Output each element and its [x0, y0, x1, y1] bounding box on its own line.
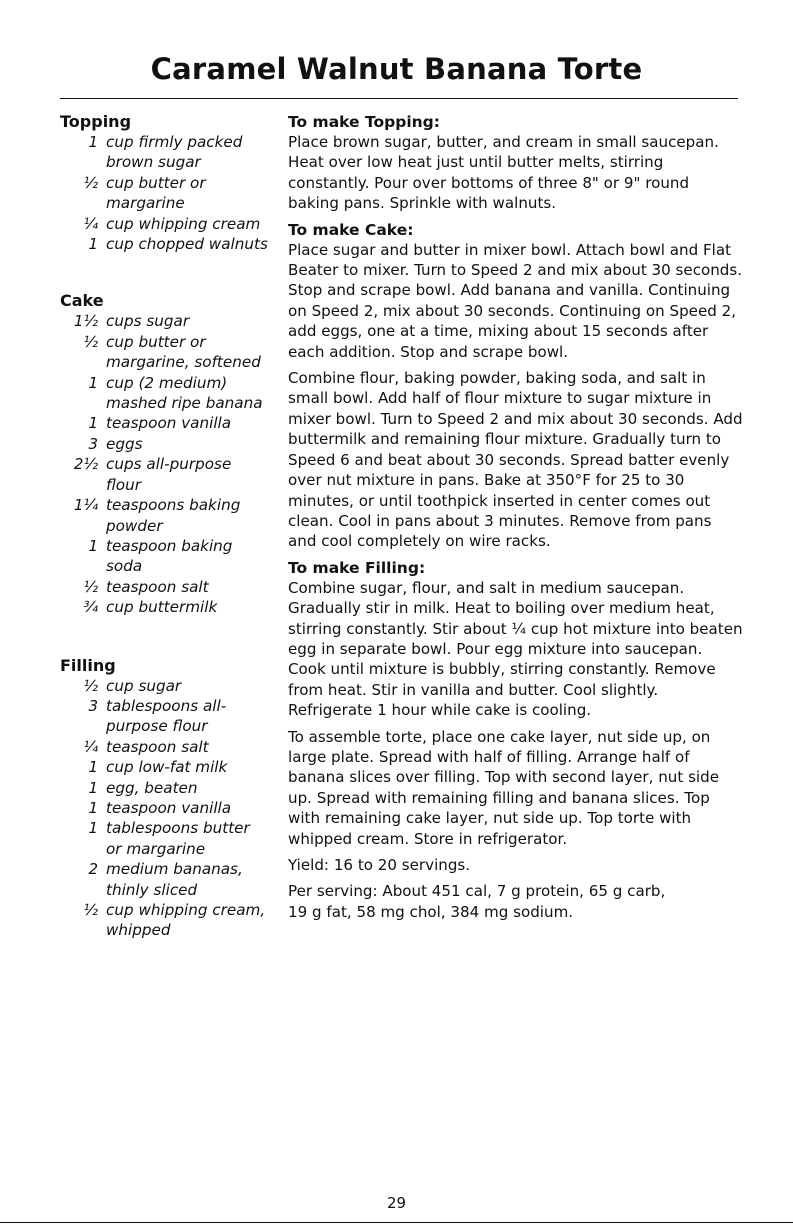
ingredient-item [60, 696, 270, 737]
ingredient-text: medium bananas, thinly sliced [106, 860, 243, 899]
ingredient-qty: 1 [88, 819, 98, 838]
topping-instructions: Place brown sugar, butter, and cream in small saucepan. Heat over low heat just until butter melts, stirring constantly. Pour over bottoms of three 8" or 9" round baking pans. Sprinkle with walnuts. [288, 133, 719, 213]
ingredient-item [60, 757, 270, 777]
ingredient-item [60, 214, 270, 234]
topping-ingredient-list [60, 132, 270, 254]
ingredient-qty: ¼ [83, 214, 98, 233]
ingredient-qty: ¼ [83, 737, 98, 756]
ingredient-text: cup sugar [106, 676, 182, 695]
ingredient-item [60, 676, 270, 696]
topping-step-heading: To make Topping: [288, 113, 440, 131]
section-spacer [60, 618, 270, 656]
ingredient-text: teaspoon vanilla [106, 414, 232, 433]
ingredient-item [60, 413, 270, 433]
cake-instructions-1: Place sugar and butter in mixer bowl. Attach bowl and Flat Beater to mixer. Turn to Speed 2 and mix about 30 seconds. Stop and scrape bowl. Add banana and vanilla. Continuing on Speed 2, mix about 30 seconds. Continuing on Speed 2, add eggs, one at a time, mixing about 15 seconds after each addition. Stop and scrape bowl. [288, 240, 743, 361]
ingredient-qty: 1 [88, 133, 98, 151]
ingredient-item [60, 454, 270, 495]
filling-instructions: Combine sugar, flour, and salt in medium saucepan. Gradually stir in milk. Heat to boiling over medium heat, stirring constantly. Stir about ¼ cup hot mixture into beaten egg in separate bowl. Pour egg mixture into saucepan. Cook until mixture is bubbly, stirring constantly. Remove from heat. Stir in vanilla and butter. Cool slightly. Refrigerate 1 hour while cake is cooling. [288, 578, 743, 720]
ingredient-text: teaspoons baking powder [106, 496, 241, 535]
ingredient-item [60, 900, 270, 941]
ingredient-item [60, 311, 270, 331]
ingredient-qty: 1 [88, 758, 98, 777]
filling-heading: Filling [60, 655, 116, 675]
ingredients-column [60, 112, 270, 941]
ingredient-text: cup whipping cream, whipped [106, 901, 266, 940]
ingredient-qty: 1 [88, 798, 98, 817]
yield-text: Yield: 16 to 20 servings. [288, 856, 471, 874]
ingredient-qty: 1 [88, 778, 98, 797]
cake-instructions-2: Combine flour, baking powder, baking soda, and salt in small bowl. Add half of flour mixture to sugar mixture in mixer bowl. Turn to Speed 2 and mix about 30 seconds. Add buttermilk and remaining flour mixture. Gradually turn to Speed 6 and beat about 30 seconds. Spread batter evenly over nut mixture in pans. Bake at 350°F for 25 to 30 minutes, or until toothpick inserted in center comes out clean. Cool in pans about 3 minutes. Remove from pans and cool completely on wire racks. [288, 369, 743, 551]
ingredient-text: cups all-purpose flour [106, 455, 232, 494]
ingredient-qty: ½ [83, 676, 98, 695]
ingredient-item [60, 132, 270, 173]
cake-heading: Cake [60, 291, 104, 311]
ingredient-item [60, 536, 270, 577]
ingredient-item [60, 737, 270, 757]
ingredient-text: cup butter or margarine [106, 173, 206, 213]
ingredient-text: cup firmly packed brown sugar [106, 133, 243, 172]
ingredient-text: teaspoon salt [106, 737, 209, 756]
ingredient-text: tablespoons butter or margarine [106, 819, 250, 858]
page-number: 29 [386, 1194, 407, 1212]
recipe-title: Caramel Walnut Banana Torte [150, 52, 643, 86]
ingredient-qty: ½ [83, 577, 98, 596]
ingredient-qty: ¾ [83, 598, 98, 617]
ingredient-text: eggs [106, 434, 143, 453]
nutrition-line-1: Per serving: About 451 cal, 7 g protein, 65 g carb, [288, 882, 666, 901]
ingredient-qty: 3 [88, 434, 98, 453]
ingredient-text: cups sugar [106, 312, 190, 331]
ingredient-qty: 1 [88, 235, 98, 254]
ingredient-item [60, 373, 270, 414]
ingredient-qty: 1¼ [73, 496, 98, 515]
ingredient-item [60, 798, 270, 818]
ingredient-text: tablespoons all-purpose flour [106, 696, 227, 736]
cake-ingredient-list [60, 311, 270, 617]
topping-heading: Topping [60, 112, 132, 131]
ingredient-qty: 1 [88, 414, 98, 433]
ingredient-item [60, 434, 270, 454]
ingredient-text: egg, beaten [106, 778, 198, 797]
ingredient-qty: 1½ [73, 312, 98, 331]
nutrition-line-2: 19 g fat, 58 mg chol, 384 mg sodium. [288, 902, 574, 921]
ingredient-text: cup buttermilk [106, 598, 218, 617]
ingredient-qty: 1 [88, 536, 98, 555]
filling-step-heading: To make Filling: [288, 558, 426, 577]
ingredient-item [60, 859, 270, 900]
title-divider [60, 98, 738, 99]
ingredient-item [60, 778, 270, 798]
ingredient-text: cup chopped walnuts [106, 235, 268, 254]
section-spacer [60, 254, 270, 291]
ingredient-text: cup low-fat milk [106, 758, 228, 777]
instructions-column [288, 112, 743, 925]
ingredient-qty: ½ [83, 173, 98, 192]
ingredient-item [60, 173, 270, 214]
ingredient-item [60, 597, 270, 617]
ingredient-text: teaspoon salt [106, 577, 209, 596]
ingredient-item [60, 818, 270, 859]
filling-ingredient-list [60, 676, 270, 941]
assembly-instructions: To assemble torte, place one cake layer, nut side up, on large plate. Spread with half of filling. Arrange half of banana slices over filling. Top with second layer, nut side up. Spread with remaining filling and banana slices. Top with remaining cake layer, nut side up. Top torte with whipped cream. Store in refrigerator. [288, 727, 719, 848]
nutrition-info [288, 881, 743, 922]
ingredient-qty: ½ [83, 332, 98, 351]
ingredient-item [60, 495, 270, 536]
ingredient-item [60, 577, 270, 597]
ingredient-text: cup (2 medium) mashed ripe banana [106, 373, 263, 413]
ingredient-item [60, 234, 270, 254]
ingredient-qty: 1 [88, 373, 98, 392]
ingredient-qty: 2½ [73, 455, 98, 474]
ingredient-text: cup butter or margarine, softened [106, 332, 261, 372]
ingredient-qty: ½ [83, 901, 98, 919]
ingredient-qty: 2 [88, 860, 98, 879]
ingredient-text: teaspoon baking soda [106, 536, 233, 576]
ingredient-item [60, 332, 270, 373]
ingredient-text: teaspoon vanilla [106, 798, 232, 817]
bottom-divider [0, 1222, 793, 1223]
ingredient-qty: 3 [88, 696, 98, 715]
cake-step-heading: To make Cake: [288, 220, 414, 239]
ingredient-text: cup whipping cream [106, 214, 261, 233]
